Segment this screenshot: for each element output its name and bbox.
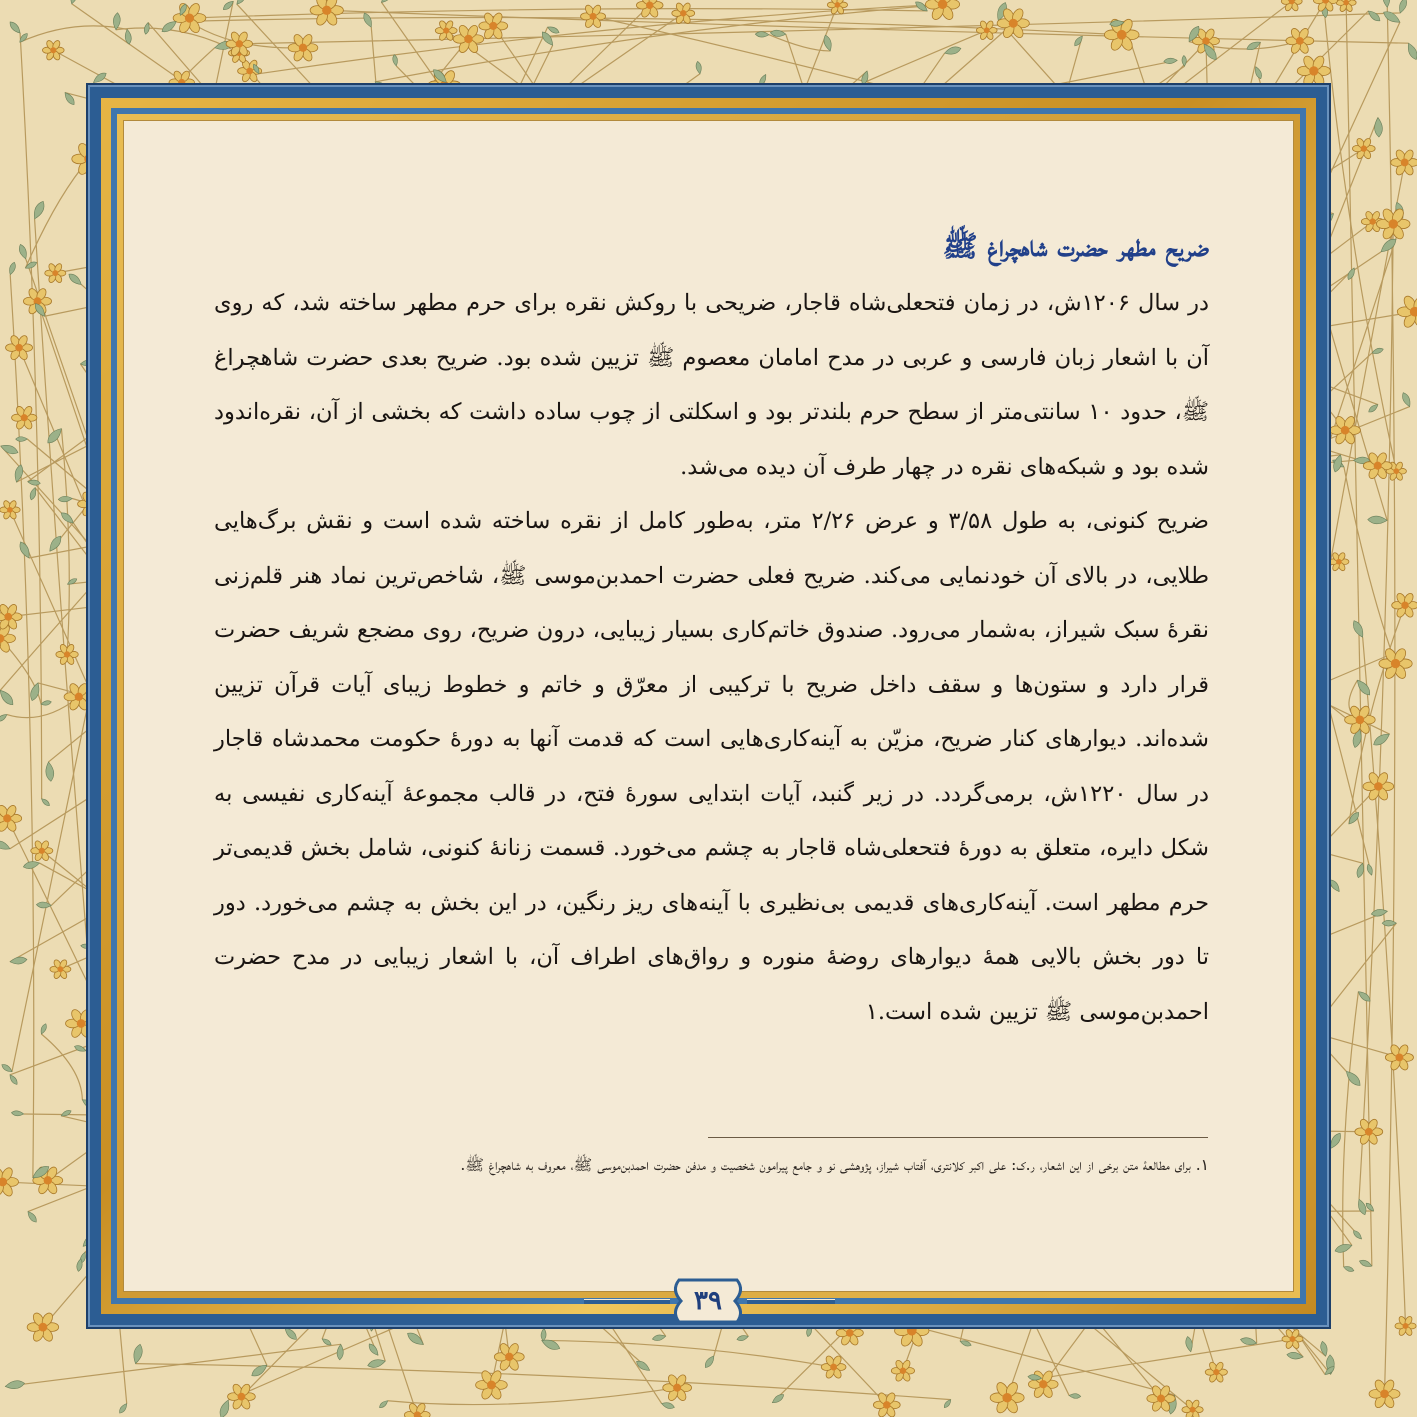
page-number: ۳۹: [694, 1286, 722, 1316]
page-title: ضریح مطهر حضرت شاهچراغ ﷺ: [942, 229, 1209, 263]
paragraph-2: ضریح کنونی، به طول ۳/۵۸ و عرض ۲/۲۶ متر، به‌طور کامل از نقره ساخته شده است و نقش برگ‌هایی طلایی، در بالای آن خودنمایی می‌کند. ضریح فعلی حضرت احمدبن‌موسی ﷺ، شاخص‌ترین نماد هنر قلم‌زنی نقرهٔ سبک شیراز، به‌شمار می‌رود. صندوق خاتم‌کاری بسیار زیبایی، درون ضریح، روی مضجع شریف حضرت قرار دارد و ستون‌ها و سقف داخل ضریح با ترکیبی از معرّق و خاتم و خطوط زیبای آیات قرآن تزیین شده‌اند. دیوارهای کنار ضریح، مزیّن به آینه‌کاری‌هایی است که قدمت آنها به دورهٔ حکومت محمدشاه قاجار در سال ۱۲۲۰ش، برمی‌گردد. در زیر گنبد، آیات ابتدایی سورهٔ فتح، در قالب مجموعهٔ آینه‌کاری نفیسی به شکل دایره، متعلق به دورهٔ فتحعلی‌شاه قاجار به چشم می‌خورد. قسمت زنانهٔ کنونی، شامل بخش قدیمی‌تر حرم مطهر است. آینه‌کاری‌های قدیمی بی‌نظیری با آینه‌های ریز رنگین، در این بخش به چشم می‌خورد. دور تا دور بخش بالایی همهٔ دیوارهای روضهٔ منوره و رواق‌های اطراف آن، با اشعار زیبایی در مدح حضرت احمدبن‌موسی ﷺ تزیین شده است.۱: [214, 508, 1209, 1025]
paragraph-1: در سال ۱۲۰۶ش، در زمان فتحعلی‌شاه قاجار، ضریحی با روکش نقره برای حرم مطهر ساخته شد، که روی آن با اشعار زبان فارسی و عربی در مدح امامان معصوم ﷺ تزیین شده بود. ضریح بعدی حضرت شاهچراغ ﷺ، حدود ۱۰ سانتی‌متر از سطح حرم بلندتر بود و اسکلتی از چوب ساده داشت که بخشی از آن، نقره‌اندود شده بود و شبکه‌های نقره در چهار طرف آن دیده می‌شد.: [214, 290, 1209, 480]
page-number-rule-left: [747, 1299, 835, 1304]
page-number-rule-right: [584, 1299, 670, 1304]
footnote: ۱. برای مطالعهٔ متن برخی از این اشعار، ر.ک: علی اکبر کلانتری، آفتاب شیراز، پژوهشی نو و جامع پیرامون شخصیت و مدفن حضرت احمدبن‌موسی ﷺ، معروف به شاهچراغ ﷺ.: [460, 1156, 1209, 1174]
article: [214, 224, 1209, 1039]
footnote-divider: [708, 1137, 1208, 1138]
